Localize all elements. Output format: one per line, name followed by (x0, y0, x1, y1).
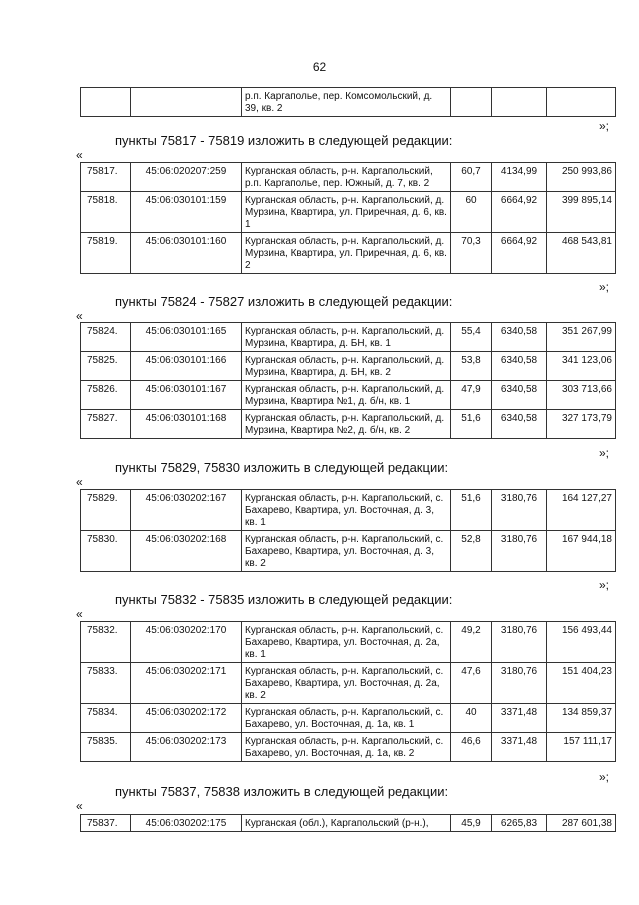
cadastral-number: 45:06:030101:165 (131, 323, 242, 352)
address: Курганская область, р-н. Каргапольский, с. Бахарево, ул. Восточная, д. 1а, кв. 1 (242, 704, 451, 733)
rate: 6340,58 (492, 323, 547, 352)
cadastral-number: 45:06:030101:168 (131, 410, 242, 439)
opening-quote: « (76, 799, 83, 813)
address: р.п. Каргаполье, пер. Комсомольский, д. 39, кв. 2 (242, 88, 451, 117)
rate: 3371,48 (492, 733, 547, 762)
address: Курганская область, р-н. Каргапольский, с. Бахарево, Квартира, ул. Восточная, д. 2а, кв. 2 (242, 663, 451, 704)
address: Курганская область, р-н. Каргапольский, д. Мурзина, Квартира, ул. Приречная, д. 6, кв. 2 (242, 233, 451, 274)
address: Курганская область, р-н. Каргапольский, с. Бахарево, Квартира, ул. Восточная, д. 3, кв. 1 (242, 490, 451, 531)
row-number: 75832. (81, 622, 131, 663)
opening-quote: « (76, 607, 83, 621)
opening-quote: « (76, 475, 83, 489)
area: 55,4 (451, 323, 492, 352)
table-row (81, 733, 616, 762)
section-heading: пункты 75837, 75838 изложить в следующей редакции: (115, 784, 449, 799)
rate: 6265,83 (492, 815, 547, 832)
table-row (81, 192, 616, 233)
rate: 6340,58 (492, 410, 547, 439)
closing-quote: »; (598, 770, 609, 784)
cost: 468 543,81 (547, 233, 616, 274)
row-number: 75827. (81, 410, 131, 439)
cost: 250 993,86 (547, 163, 616, 192)
cadastral-number: 45:06:030101:166 (131, 352, 242, 381)
closing-quote: »; (598, 446, 609, 460)
cost: 351 267,99 (547, 323, 616, 352)
continuation-table (80, 87, 616, 117)
cadastral-number: 45:06:030202:168 (131, 531, 242, 572)
row-number: 75826. (81, 381, 131, 410)
area: 53,8 (451, 352, 492, 381)
area: 49,2 (451, 622, 492, 663)
area (451, 88, 492, 117)
cadastral-number: 45:06:030202:172 (131, 704, 242, 733)
closing-quote: »; (598, 578, 609, 592)
row-number: 75829. (81, 490, 131, 531)
rate: 3180,76 (492, 531, 547, 572)
table-row (81, 531, 616, 572)
opening-quote: « (76, 309, 83, 323)
area: 46,6 (451, 733, 492, 762)
table-row (81, 622, 616, 663)
table-row (81, 233, 616, 274)
row-number: 75837. (81, 815, 131, 832)
section-heading: пункты 75817 - 75819 изложить в следующей редакции: (115, 133, 453, 148)
cadastral-number: 45:06:030202:167 (131, 490, 242, 531)
amendment-table (80, 489, 616, 572)
row-number: 75825. (81, 352, 131, 381)
row-number: 75830. (81, 531, 131, 572)
section-heading: пункты 75824 - 75827 изложить в следующей редакции: (115, 294, 453, 309)
section-heading: пункты 75829, 75830 изложить в следующей редакции: (115, 460, 449, 475)
table-row (81, 815, 616, 832)
cadastral-number: 45:06:030101:167 (131, 381, 242, 410)
cost: 151 404,23 (547, 663, 616, 704)
cadastral-number: 45:06:030101:159 (131, 192, 242, 233)
rate: 6664,92 (492, 192, 547, 233)
table-row (81, 704, 616, 733)
rate: 3180,76 (492, 663, 547, 704)
cadastral-number: 45:06:030101:160 (131, 233, 242, 274)
table-row (81, 381, 616, 410)
area: 47,6 (451, 663, 492, 704)
rate: 3371,48 (492, 704, 547, 733)
amendment-table (80, 322, 616, 439)
address: Курганская область, р-н. Каргапольский, д. Мурзина, Квартира, д. БН, кв. 1 (242, 323, 451, 352)
amendment-table (80, 814, 616, 832)
cost: 341 123,06 (547, 352, 616, 381)
table-row (81, 352, 616, 381)
rate (492, 88, 547, 117)
cadastral-number: 45:06:030202:171 (131, 663, 242, 704)
area: 47,9 (451, 381, 492, 410)
cost: 327 173,79 (547, 410, 616, 439)
address: Курганская область, р-н. Каргапольский, с. Бахарево, Квартира, ул. Восточная, д. 3, кв. 2 (242, 531, 451, 572)
area: 60,7 (451, 163, 492, 192)
row-number (81, 88, 131, 117)
table-row (81, 88, 616, 117)
address: Курганская область, р-н. Каргапольский, д. Мурзина, Квартира, д. БН, кв. 2 (242, 352, 451, 381)
table-row (81, 490, 616, 531)
table-row (81, 663, 616, 704)
table-row (81, 163, 616, 192)
page-number: 62 (312, 60, 327, 74)
row-number: 75833. (81, 663, 131, 704)
row-number: 75824. (81, 323, 131, 352)
rate: 3180,76 (492, 490, 547, 531)
row-number: 75818. (81, 192, 131, 233)
area: 45,9 (451, 815, 492, 832)
address: Курганская область, р-н. Каргапольский, д. Мурзина, Квартира №1, д. б/н, кв. 1 (242, 381, 451, 410)
area: 51,6 (451, 410, 492, 439)
address: Курганская область, р-н. Каргапольский, с. Бахарево, Квартира, ул. Восточная, д. 2а, кв. 1 (242, 622, 451, 663)
cost: 134 859,37 (547, 704, 616, 733)
cost: 287 601,38 (547, 815, 616, 832)
cadastral-number: 45:06:020207:259 (131, 163, 242, 192)
address: Курганская (обл.), Каргапольский (р-н.), (242, 815, 451, 832)
section-heading: пункты 75832 - 75835 изложить в следующей редакции: (115, 592, 453, 607)
area: 40 (451, 704, 492, 733)
amendment-table (80, 621, 616, 762)
rate: 6340,58 (492, 352, 547, 381)
cost: 399 895,14 (547, 192, 616, 233)
row-number: 75834. (81, 704, 131, 733)
closing-quote: »; (598, 119, 609, 133)
area: 52,8 (451, 531, 492, 572)
rate: 4134,99 (492, 163, 547, 192)
rate: 3180,76 (492, 622, 547, 663)
cost: 164 127,27 (547, 490, 616, 531)
row-number: 75817. (81, 163, 131, 192)
row-number: 75835. (81, 733, 131, 762)
area: 60 (451, 192, 492, 233)
address: Курганская область, р-н. Каргапольский, с. Бахарево, ул. Восточная, д. 1а, кв. 2 (242, 733, 451, 762)
cost (547, 88, 616, 117)
opening-quote: « (76, 148, 83, 162)
cadastral-number: 45:06:030202:170 (131, 622, 242, 663)
cadastral-number: 45:06:030202:175 (131, 815, 242, 832)
amendment-table (80, 162, 616, 274)
cadastral-number: 45:06:030202:173 (131, 733, 242, 762)
cost: 156 493,44 (547, 622, 616, 663)
cost: 157 111,17 (547, 733, 616, 762)
rate: 6664,92 (492, 233, 547, 274)
address: Курганская область, р-н. Каргапольский, д. Мурзина, Квартира, ул. Приречная, д. 6, кв. 1 (242, 192, 451, 233)
cost: 303 713,66 (547, 381, 616, 410)
address: Курганская область, р-н. Каргапольский, д. Мурзина, Квартира №2, д. б/н, кв. 2 (242, 410, 451, 439)
address: Курганская область, р-н. Каргапольский, р.п. Каргаполье, пер. Южный, д. 7, кв. 2 (242, 163, 451, 192)
rate: 6340,58 (492, 381, 547, 410)
cadastral-number (131, 88, 242, 117)
area: 51,6 (451, 490, 492, 531)
cost: 167 944,18 (547, 531, 616, 572)
table-row (81, 410, 616, 439)
row-number: 75819. (81, 233, 131, 274)
table-row (81, 323, 616, 352)
area: 70,3 (451, 233, 492, 274)
closing-quote: »; (598, 280, 609, 294)
